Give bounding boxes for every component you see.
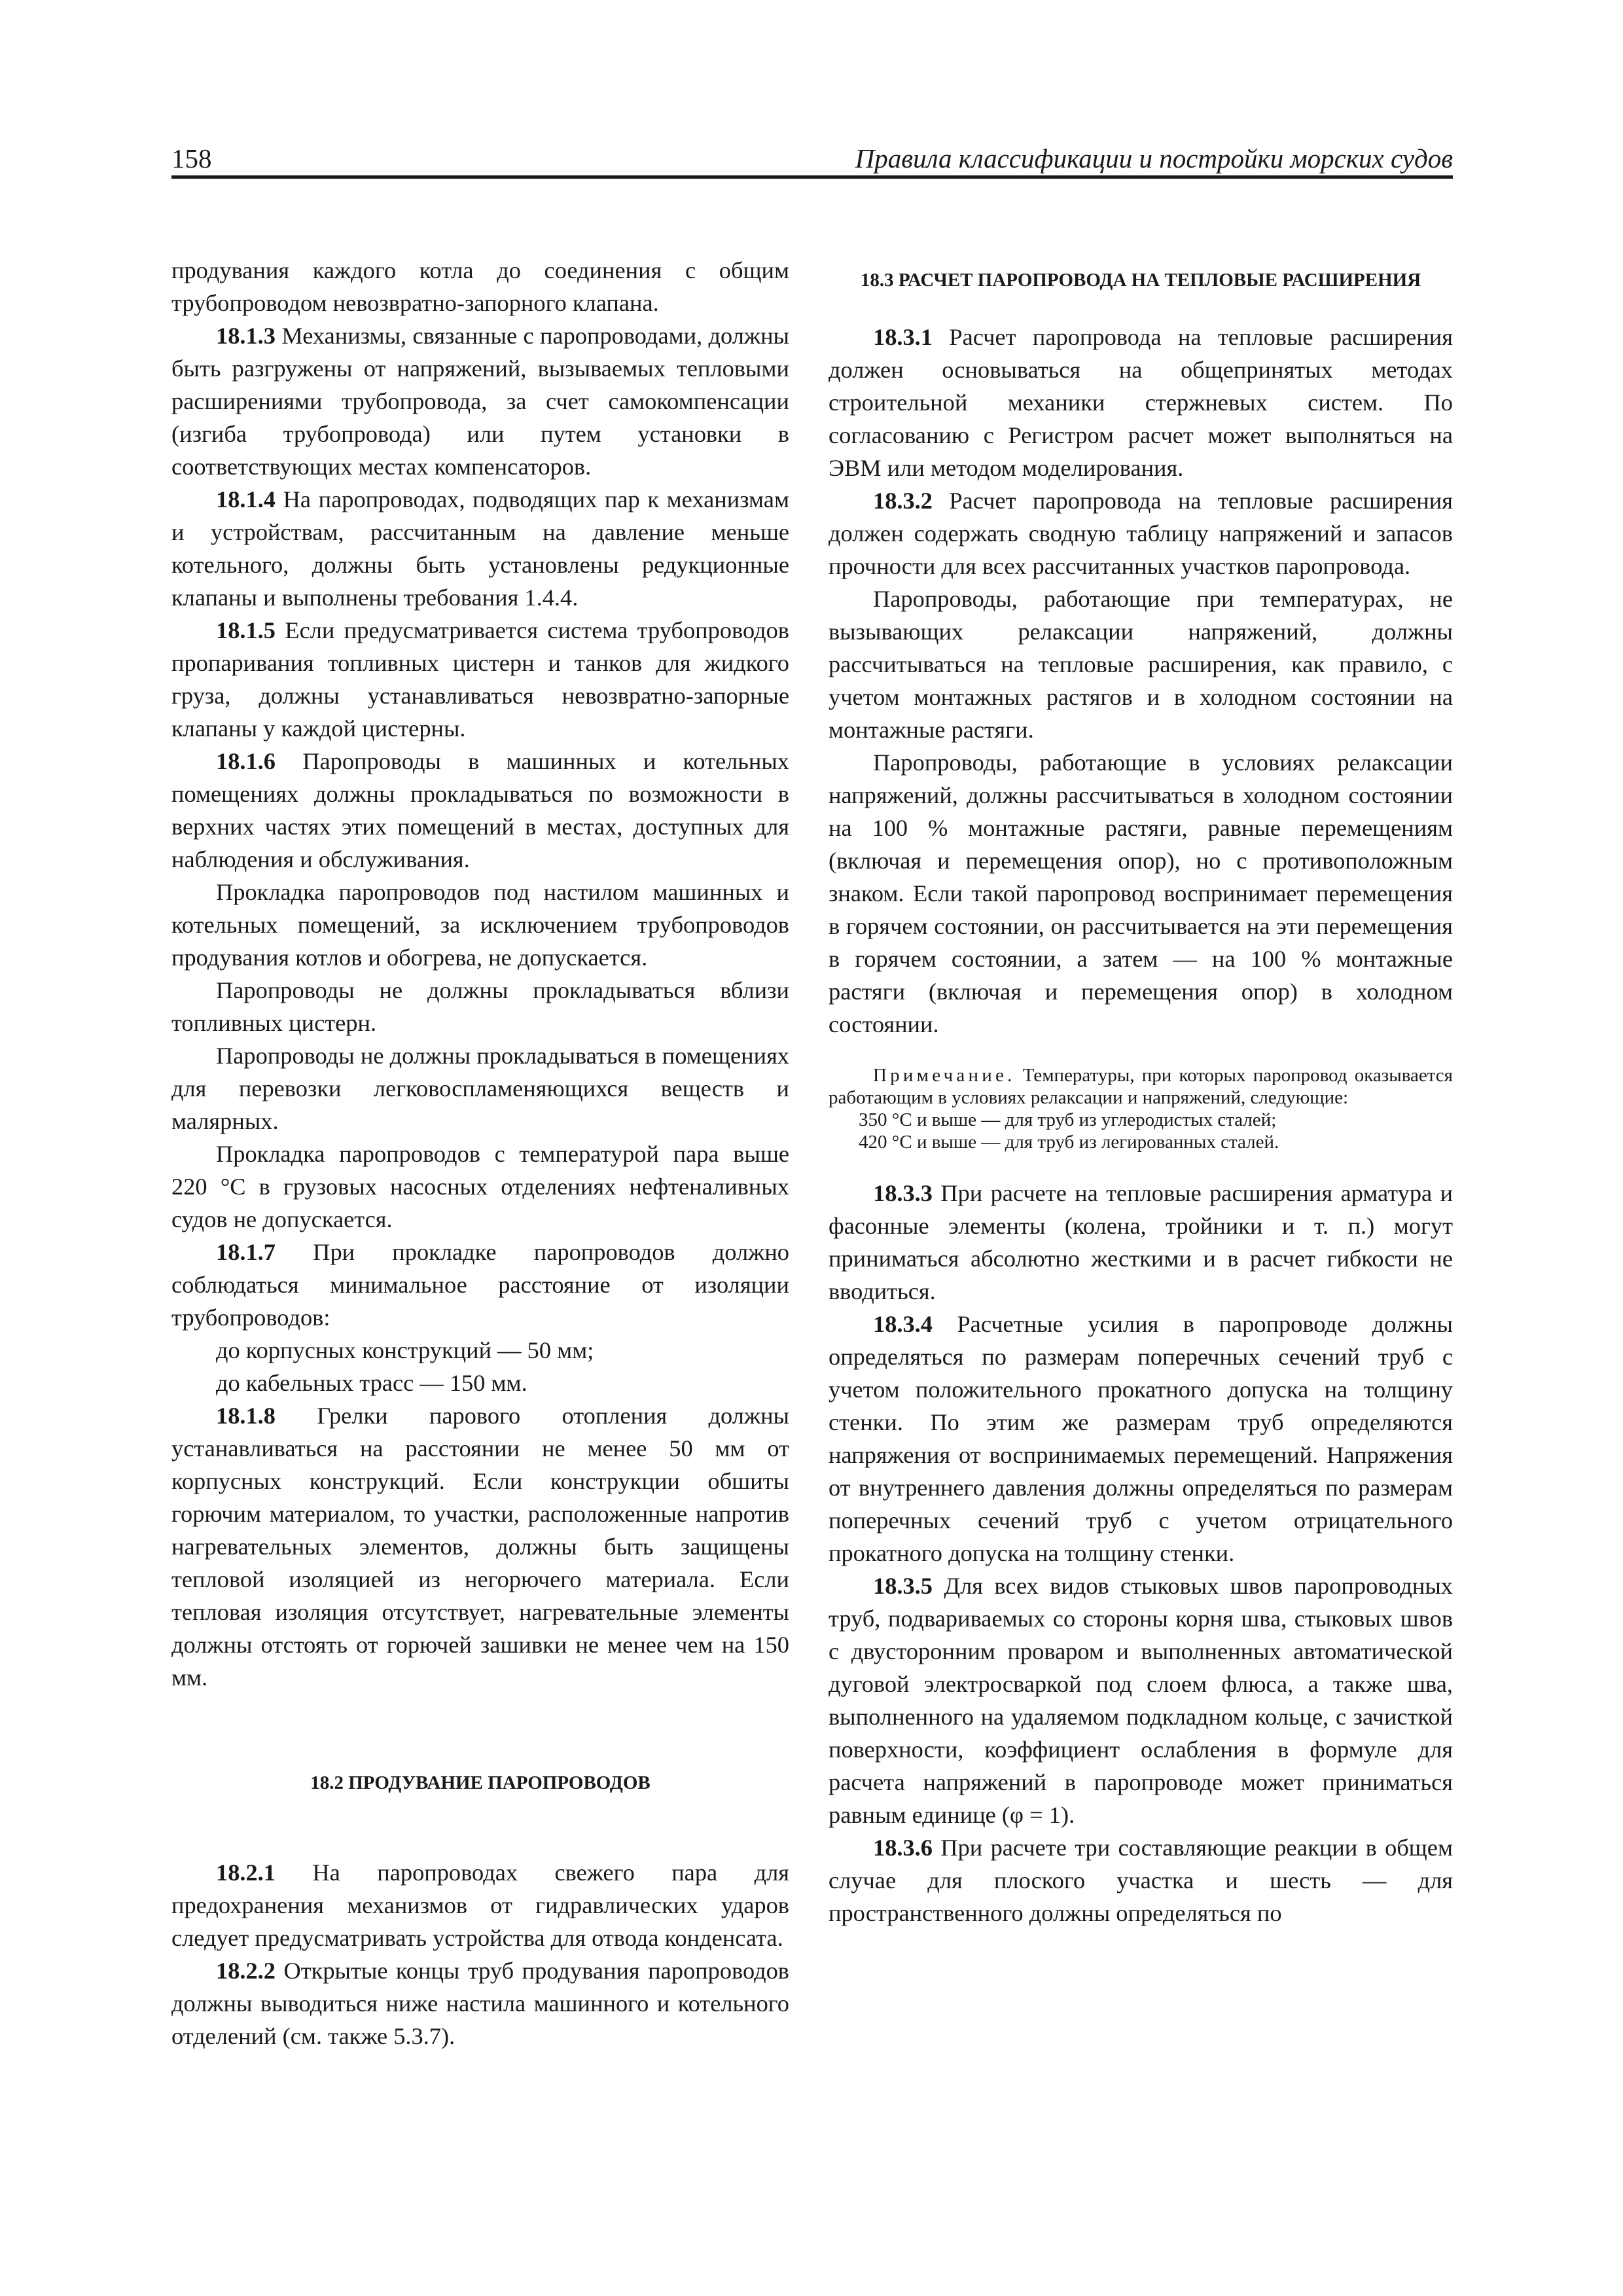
clause-text: При прокладке паропроводов должно соблюдаться минимальное расстояние от изоляции трубопроводов: <box>171 1239 789 1331</box>
clause-number: 18.3.5 <box>873 1573 933 1599</box>
clause-text: Для всех видов стыковых швов паропроводных труб, подвариваемых со стороны корня шва, стыковых швов с двусторонним проваром и выполненных автоматической дуговой электросваркой под слоем флюса, а также шва, выполненного на удаляемом подкладном кольце, с зачисткой поверхности, коэффициент ослабления в формуле для расчета напряжений в паропроводе может приниматься равным единице (φ = 1). <box>829 1573 1453 1828</box>
clause-text: Паропроводы в машинных и котельных помещениях должны прокладываться по возможности в верхних частях этих помещений в местах, доступных для наблюдения и обслуживания. <box>171 748 789 872</box>
paragraph-18-2-1 <box>171 1856 789 1954</box>
clause-number: 18.3.1 <box>873 324 933 350</box>
paragraph-18-3-6 <box>829 1831 1453 1929</box>
clause-text: Грелки парового отопления должны устанавливаться на расстоянии не менее 50 мм от корпусных конструкций. Если конструкции обшиты горючим материалом, то участки, расположенные напротив нагревательных элементов, должны быть защищены тепловой изоляцией из негорючего материала. Если тепловая изоляция отсутствует, нагревательные элементы должны отстоять от горючей зашивки не менее чем на 150 мм. <box>171 1403 789 1691</box>
clause-text: На паропроводах свежего пара для предохранения механизмов от гидравлических ударов следует предусматривать устройства для отвода конденсата. <box>171 1859 789 1951</box>
left-column <box>171 254 789 2053</box>
clause-number: 18.3.4 <box>873 1311 933 1337</box>
paragraph-18-1-6 <box>171 745 789 876</box>
paragraph-18-3-3 <box>829 1177 1453 1308</box>
clause-text: При расчете на тепловые расширения арматура и фасонные элементы (колена, тройники и т. п.) могут приниматься абсолютно жесткими и в расчет гибкости не вводиться. <box>829 1180 1453 1304</box>
clause-text: При расчете три составляющие реакции в общем случае для плоского участка и шесть — для пространственного должны определяться по <box>829 1835 1453 1926</box>
section-heading-18-3: 18.3 РАСЧЕТ ПАРОПРОВОДА НА ТЕПЛОВЫЕ РАСШИРЕНИЯ <box>860 270 1421 291</box>
paragraph-18-3-1 <box>829 321 1453 484</box>
paragraph-18-1-5 <box>171 614 789 745</box>
note-item: 350 °С и выше — для труб из углеродистых сталей; <box>859 1109 1277 1130</box>
clause-number: 18.1.3 <box>216 323 276 349</box>
section-heading-18-2: 18.2 ПРОДУВАНИЕ ПАРОПРОВОДОВ <box>310 1772 651 1793</box>
clause-number: 18.1.5 <box>216 617 276 643</box>
note-item: 420 °С и выше — для труб из легированных сталей. <box>859 1132 1279 1153</box>
note-text <box>829 1064 1453 1109</box>
paragraph: Прокладка паропроводов под настилом машинных и котельных помещений, за исключением трубопроводов продувания котлов и обогрева, не допускается. <box>171 879 789 971</box>
clause-number: 18.1.4 <box>216 486 276 512</box>
clause-text: На паропроводах, подводящих пар к механизмам и устройствам, рассчитанным на давление меньше котельного, должны быть установлены редукционные клапаны и выполнены требования 1.4.4. <box>171 486 789 611</box>
header-rule <box>171 175 1453 179</box>
clause-number: 18.1.8 <box>216 1403 276 1429</box>
clause-number: 18.2.2 <box>216 1958 276 1984</box>
paragraph: Паропроводы не должны прокладываться вблизи топливных цистерн. <box>171 977 789 1036</box>
paragraph-18-1-8 <box>171 1399 789 1694</box>
clause-text: Расчет паропровода на тепловые расширения должен основываться на общепринятых методах строительной механики стержневых систем. По согласованию с Регистром расчет может выполняться на ЭВМ или методом моделирования. <box>829 324 1453 481</box>
clause-text: Открытые концы труб продувания паропроводов должны выводиться ниже настила машинного и котельного отделений (см. также 5.3.7). <box>171 1958 789 2049</box>
paragraph-18-1-4 <box>171 483 789 614</box>
clause-number: 18.1.6 <box>216 748 276 774</box>
note-block <box>829 1064 1453 1153</box>
list-line: до кабельных трасс — 150 мм. <box>216 1370 527 1396</box>
list-line: до корпусных конструкций — 50 мм; <box>216 1337 594 1363</box>
note-label: Примечание. <box>873 1065 1016 1086</box>
paragraph: продувания каждого котла до соединения с общим трубопроводом невозвратно-запорного клапана. <box>171 257 789 316</box>
paragraph-18-3-5 <box>829 1570 1453 1831</box>
page-number: 158 <box>171 143 212 173</box>
clause-number: 18.1.7 <box>216 1239 276 1265</box>
clause-number: 18.3.3 <box>873 1180 933 1206</box>
clause-text: Расчет паропровода на тепловые расширения должен содержать сводную таблицу напряжений и запасов прочности для всех рассчитанных участков паропровода. <box>829 488 1453 579</box>
paragraph: Паропроводы, работающие при температурах, не вызывающих релаксации напряжений, должны рассчитываться на тепловые расширения, как правило, с учетом монтажных растягов и в холодном состоянии на монтажные растяги. <box>829 586 1453 743</box>
note-body: Температуры, при которых паропровод оказывается работающим в условиях релаксации и напряжений, следующие: <box>829 1065 1453 1108</box>
running-title: Правила классификации и постройки морских судов <box>855 143 1453 173</box>
paragraph-18-1-3 <box>171 319 789 483</box>
clause-text: Если предусматривается система трубопроводов пропаривания топливных цистерн и танков для жидкого груза, должны устанавливаться невозвратно-запорные клапаны у каждой цистерны. <box>171 617 789 742</box>
paragraph-18-3-4 <box>829 1308 1453 1570</box>
clause-text: Механизмы, связанные с паропроводами, должны быть разгружены от напряжений, вызываемых тепловыми расширениями трубопровода, за счет самокомпенсации (изгиба трубопровода) или путем установки в соответствующих местах компенсаторов. <box>171 323 789 480</box>
clause-number: 18.3.6 <box>873 1835 933 1861</box>
paragraph-18-2-2 <box>171 1954 789 2053</box>
clause-number: 18.2.1 <box>216 1859 276 1886</box>
page-header <box>171 139 1453 179</box>
paragraph: Паропроводы, работающие в условиях релаксации напряжений, должны рассчитываться в холодном состоянии на 100 % монтажные растяги, равные перемещениям (включая и перемещения опор), но с противоположным знаком. Если такой паропровод воспринимает перемещения в горячем состоянии, он рассчитывается на эти перемещения в горячем состоянии, а затем — на 100 % монтажные растяги (включая и перемещения опор) в холодном состоянии. <box>829 749 1453 1037</box>
paragraph-18-3-2 <box>829 484 1453 583</box>
clause-text: Расчетные усилия в паропроводе должны определяться по размерам поперечных сечений труб с учетом положительного прокатного допуска на толщину стенки. По этим же размерам труб определяются напряжения от воспринимаемых перемещений. Напряжения от внутреннего давления должны определяться по размерам поперечных сечений труб с учетом отрицательного прокатного допуска на толщину стенки. <box>829 1311 1453 1566</box>
clause-number: 18.3.2 <box>873 488 933 514</box>
paragraph: Паропроводы не должны прокладываться в помещениях для перевозки легковоспламеняющихся веществ и малярных. <box>171 1043 789 1134</box>
right-column <box>829 254 1453 1929</box>
paragraph: Прокладка паропроводов с температурой пара выше 220 °С в грузовых насосных отделениях нефтеналивных судов не допускается. <box>171 1141 789 1232</box>
paragraph-18-1-7 <box>171 1236 789 1334</box>
